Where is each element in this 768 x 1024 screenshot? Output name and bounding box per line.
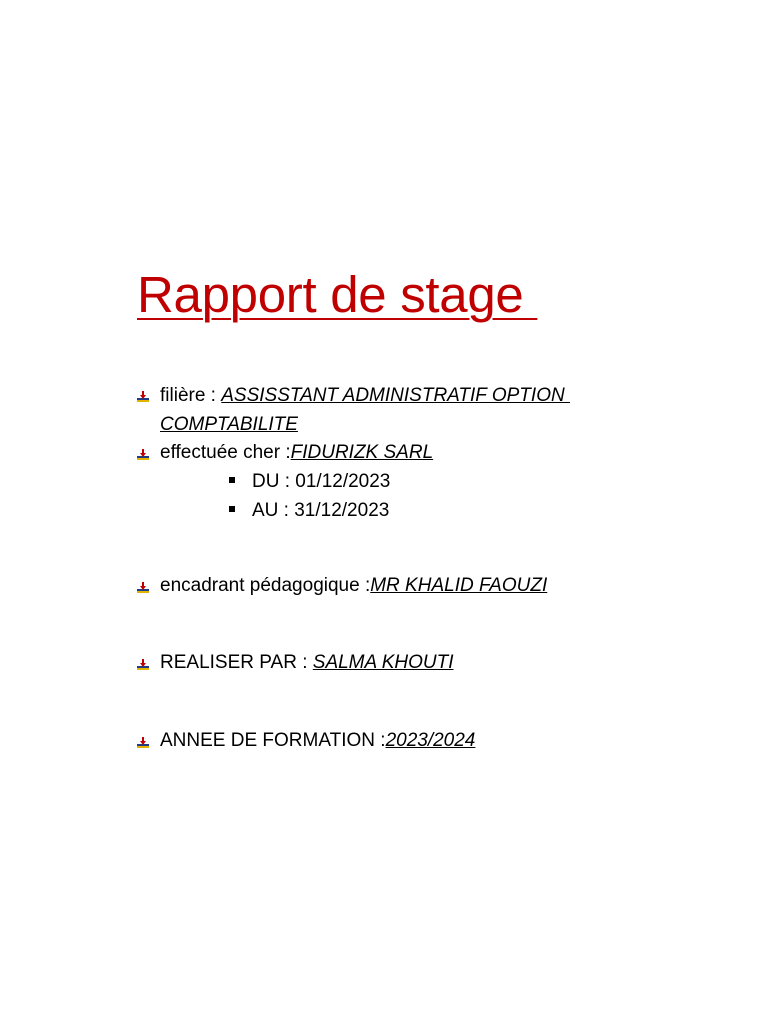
- list-item-filiere: [160, 381, 570, 410]
- item-label: effectuée cher :: [160, 442, 291, 463]
- square-bullet-icon: [229, 506, 235, 512]
- item-label: encadrant pédagogique :: [160, 575, 371, 596]
- item-label: filière :: [160, 385, 222, 406]
- arrow-bullet-icon: [137, 391, 149, 403]
- item-value: SALMA KHOUTI: [312, 652, 454, 673]
- arrow-bullet-icon: [137, 582, 149, 594]
- list-item-company: [160, 438, 433, 467]
- item-value-line2: COMPTABILITE: [160, 414, 298, 435]
- list-item-supervisor: [160, 571, 547, 600]
- arrow-bullet-icon: [137, 659, 149, 671]
- list-item-author: [160, 648, 454, 677]
- item-value: FIDURIZK SARL: [290, 442, 434, 463]
- list-item-filiere-continued: [160, 410, 298, 439]
- item-value: 2023/2024: [385, 730, 476, 751]
- arrow-bullet-icon: [137, 737, 149, 749]
- arrow-bullet-icon: [137, 449, 149, 461]
- document-title: Rapport de stage: [137, 266, 538, 323]
- date-to: AU : 31/12/2023: [252, 500, 390, 521]
- item-label: REALISER PAR :: [160, 652, 313, 673]
- item-value: MR KHALID FAOUZI: [370, 575, 548, 596]
- date-from: DU : 01/12/2023: [252, 471, 391, 492]
- item-label: ANNEE DE FORMATION :: [160, 730, 386, 751]
- list-item-year: [160, 726, 475, 755]
- item-value: ASSISSTANT ADMINISTRATIF OPTION: [221, 385, 570, 406]
- square-bullet-icon: [229, 477, 235, 483]
